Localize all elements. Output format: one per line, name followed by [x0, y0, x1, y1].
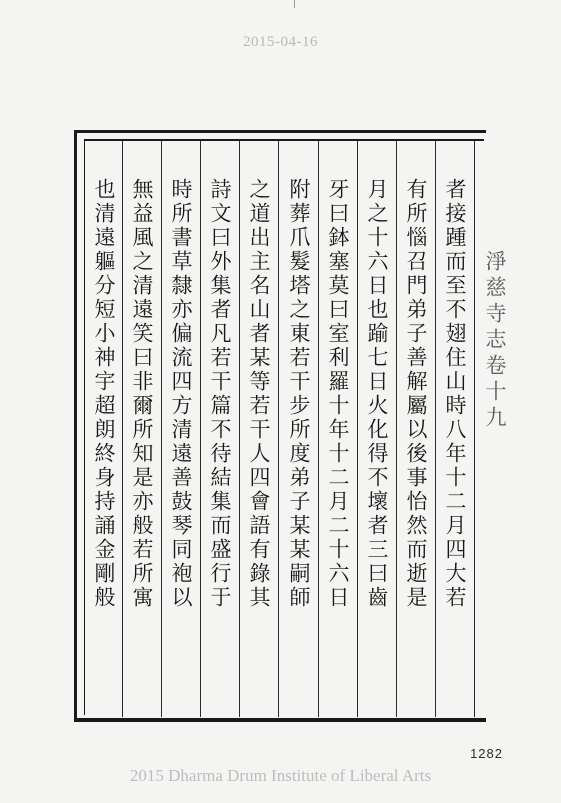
text-column: 有所惱召門弟子善解屬以後事怡然而逝是 [404, 178, 428, 610]
text-column: 牙曰鉢塞莫曰室利羅十年十二月二十六日 [326, 178, 350, 610]
frame-inner-top-rule [84, 139, 484, 141]
date-stamp: 2015-04-16 [243, 34, 318, 50]
running-head: 淨慈寺志卷十九 [483, 250, 507, 432]
column-rule [474, 141, 475, 717]
text-column: 之道出主名山者某等若干人四會語有錄其 [247, 178, 271, 610]
text-column: 無益風之清遠笑曰非爾所知是亦般若所寓 [130, 178, 154, 610]
text-column: 者接踵而至不翅住山時八年十二月四大若 [443, 178, 467, 610]
column-rule [278, 141, 279, 717]
text-column: 時所書草隸亦偏流四方清遠善鼓琴同袍以 [169, 178, 193, 610]
scan-mark [294, 0, 295, 8]
text-column: 詩文曰外集者凡若干篇不待結集而盛行于 [208, 178, 232, 610]
text-column: 附葬爪髮塔之東若干步所度弟子某某嗣師 [287, 178, 311, 610]
text-column: 月之十六日也踰七日火化得不壞者三曰齒 [365, 178, 389, 610]
page-number: 1282 [470, 746, 503, 761]
watermark: 2015 Dharma Drum Institute of Liberal Arts [129, 766, 432, 785]
text-column: 也清遠軀分短小神宇超朗終身持誦金剛般 [92, 178, 116, 610]
